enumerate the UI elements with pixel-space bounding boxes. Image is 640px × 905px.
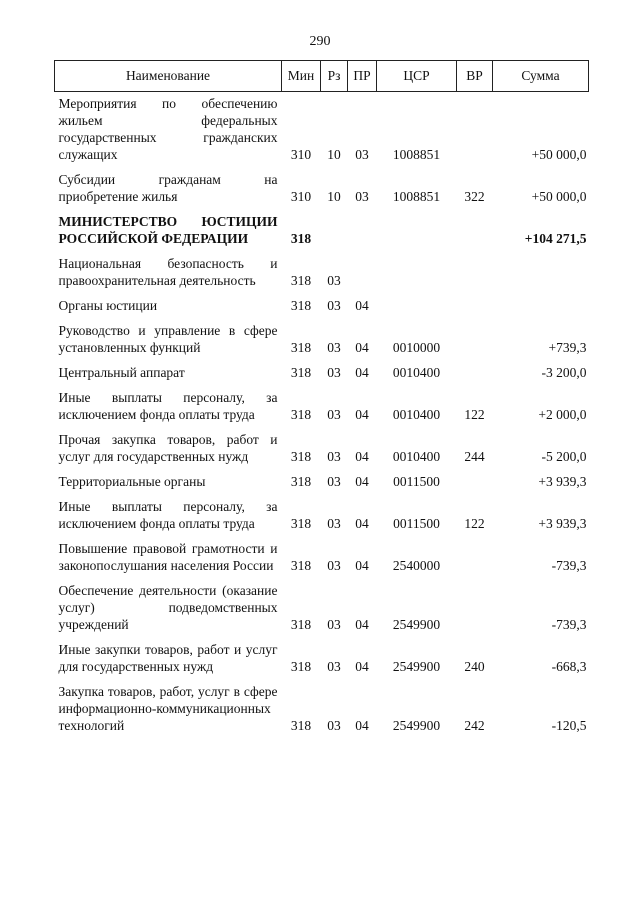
row-name: Повышение правовой грамотности и законопослушания населения России	[58, 541, 278, 573]
row-sum: -5 200,0	[541, 449, 587, 464]
table-row	[55, 361, 589, 386]
table-row	[55, 579, 589, 638]
row-csr: 2540000	[392, 558, 441, 573]
row-sum: +3 939,3	[538, 474, 587, 489]
row-pr: 04	[355, 407, 369, 422]
row-name: Обеспечение деятельности (оказание услуг) подведомственных учреждений	[58, 583, 278, 632]
row-vr	[457, 252, 493, 294]
row-pr: 04	[355, 365, 369, 380]
row-pr: 04	[355, 298, 369, 313]
table-row	[55, 638, 589, 680]
row-min: 318	[290, 340, 312, 355]
table-body	[55, 92, 589, 740]
row-vr	[457, 92, 493, 169]
row-rz: 10	[327, 189, 341, 204]
row-pr: 04	[355, 659, 369, 674]
row-rz: 03	[327, 516, 341, 531]
row-sum: -120,5	[551, 718, 587, 733]
table-row	[55, 680, 589, 739]
row-vr	[457, 470, 493, 495]
row-min: 318	[290, 474, 312, 489]
row-name: Мероприятия по обеспечению жильем федеральных государственных гражданских служащих	[58, 96, 278, 162]
row-csr: 2549900	[392, 617, 441, 632]
row-csr: 0011500	[393, 474, 440, 489]
row-pr: 04	[355, 718, 369, 733]
table-header	[55, 61, 589, 92]
row-csr: 2549900	[392, 718, 441, 733]
row-vr: 122	[464, 407, 485, 422]
row-vr: 242	[464, 718, 485, 733]
row-sum: +50 000,0	[531, 147, 587, 162]
row-name: Национальная безопасность и правоохранительная деятельность	[58, 256, 278, 288]
table-row	[55, 168, 589, 210]
row-csr	[377, 210, 457, 252]
page-number: 290	[309, 34, 331, 49]
row-min: 318	[290, 273, 312, 288]
table-row	[55, 537, 589, 579]
row-sum: -3 200,0	[541, 365, 587, 380]
row-rz: 03	[327, 340, 341, 355]
row-csr: 1008851	[392, 147, 441, 162]
row-min: 318	[290, 407, 312, 422]
row-name: Органы юстиции	[58, 298, 158, 313]
header-rz: Рз	[321, 61, 348, 92]
row-sum	[493, 252, 589, 294]
row-csr	[377, 294, 457, 319]
row-name: Центральный аппарат	[58, 365, 185, 380]
row-csr: 0010400	[392, 449, 441, 464]
table-row	[55, 210, 589, 252]
row-name: Закупка товаров, работ, услуг в сфере информационно-коммуникационных технологий	[58, 684, 278, 733]
row-pr: 04	[355, 617, 369, 632]
row-pr: 04	[355, 474, 369, 489]
row-sum	[493, 294, 589, 319]
row-rz: 03	[327, 558, 341, 573]
row-min: 310	[290, 189, 312, 204]
row-pr: 03	[355, 189, 369, 204]
row-csr: 0010400	[392, 365, 441, 380]
row-name: Субсидии гражданам на приобретение жилья	[58, 172, 278, 204]
row-rz: 03	[327, 617, 341, 632]
row-name: Руководство и управление в сфере установленных функций	[58, 323, 278, 355]
header-min: Мин	[282, 61, 321, 92]
header-csr: ЦСР	[377, 61, 457, 92]
row-csr	[377, 252, 457, 294]
row-rz: 03	[327, 298, 341, 313]
row-name: МИНИСТЕРСТВО ЮСТИЦИИ РОССИЙСКОЙ ФЕДЕРАЦИИ	[58, 214, 278, 246]
row-csr: 2549900	[392, 659, 441, 674]
row-min: 318	[290, 365, 312, 380]
row-name: Иные закупки товаров, работ и услуг для государственных нужд	[58, 642, 278, 674]
row-sum: +3 939,3	[538, 516, 587, 531]
row-pr: 04	[355, 516, 369, 531]
row-sum: +739,3	[548, 340, 587, 355]
row-vr: 322	[464, 189, 485, 204]
row-name: Иные выплаты персоналу, за исключением фонда оплаты труда	[58, 390, 278, 422]
row-csr: 0010000	[392, 340, 441, 355]
row-min: 318	[290, 718, 312, 733]
table-row	[55, 386, 589, 428]
row-pr	[348, 252, 377, 294]
row-pr: 04	[355, 340, 369, 355]
row-rz: 03	[327, 365, 341, 380]
row-rz: 03	[327, 449, 341, 464]
table-row	[55, 428, 589, 470]
row-vr	[457, 537, 493, 579]
row-sum: -739,3	[551, 558, 587, 573]
row-rz	[321, 210, 348, 252]
row-min: 318	[290, 659, 312, 674]
row-min: 318	[290, 298, 312, 313]
row-pr: 04	[355, 558, 369, 573]
header-name: Наименование	[55, 61, 282, 92]
row-pr: 03	[355, 147, 369, 162]
row-min: 318	[290, 558, 312, 573]
row-rz: 10	[327, 147, 341, 162]
row-min: 318	[290, 617, 312, 632]
row-vr	[457, 319, 493, 361]
row-rz: 03	[327, 273, 341, 288]
row-csr: 0011500	[393, 516, 440, 531]
row-pr: 04	[355, 449, 369, 464]
header-pr: ПР	[348, 61, 377, 92]
row-name: Территориальные органы	[58, 474, 206, 489]
row-rz: 03	[327, 407, 341, 422]
row-vr	[457, 579, 493, 638]
row-pr	[348, 210, 377, 252]
table-row	[55, 319, 589, 361]
row-vr	[457, 361, 493, 386]
row-min: 318	[290, 449, 312, 464]
row-vr	[457, 210, 493, 252]
header-vr: ВР	[457, 61, 493, 92]
row-vr: 122	[464, 516, 485, 531]
row-min: 318	[290, 231, 312, 246]
row-name: Прочая закупка товаров, работ и услуг для государственных нужд	[58, 432, 278, 464]
table-row	[55, 470, 589, 495]
row-name: Иные выплаты персоналу, за исключением фонда оплаты труда	[58, 499, 278, 531]
row-rz: 03	[327, 718, 341, 733]
header-sum: Сумма	[493, 61, 589, 92]
row-min: 310	[290, 147, 312, 162]
row-sum: +50 000,0	[531, 189, 587, 204]
table-row	[55, 92, 589, 169]
row-rz: 03	[327, 659, 341, 674]
table-row	[55, 252, 589, 294]
row-vr: 240	[464, 659, 485, 674]
row-sum: -668,3	[551, 659, 587, 674]
row-csr: 1008851	[392, 189, 441, 204]
table-row	[55, 495, 589, 537]
row-sum: +104 271,5	[524, 231, 587, 246]
row-csr: 0010400	[392, 407, 441, 422]
row-min: 318	[290, 516, 312, 531]
row-rz: 03	[327, 474, 341, 489]
table-row	[55, 294, 589, 319]
row-vr: 244	[464, 449, 485, 464]
row-sum: -739,3	[551, 617, 587, 632]
row-vr	[457, 294, 493, 319]
row-sum: +2 000,0	[538, 407, 587, 422]
budget-table	[54, 60, 589, 739]
